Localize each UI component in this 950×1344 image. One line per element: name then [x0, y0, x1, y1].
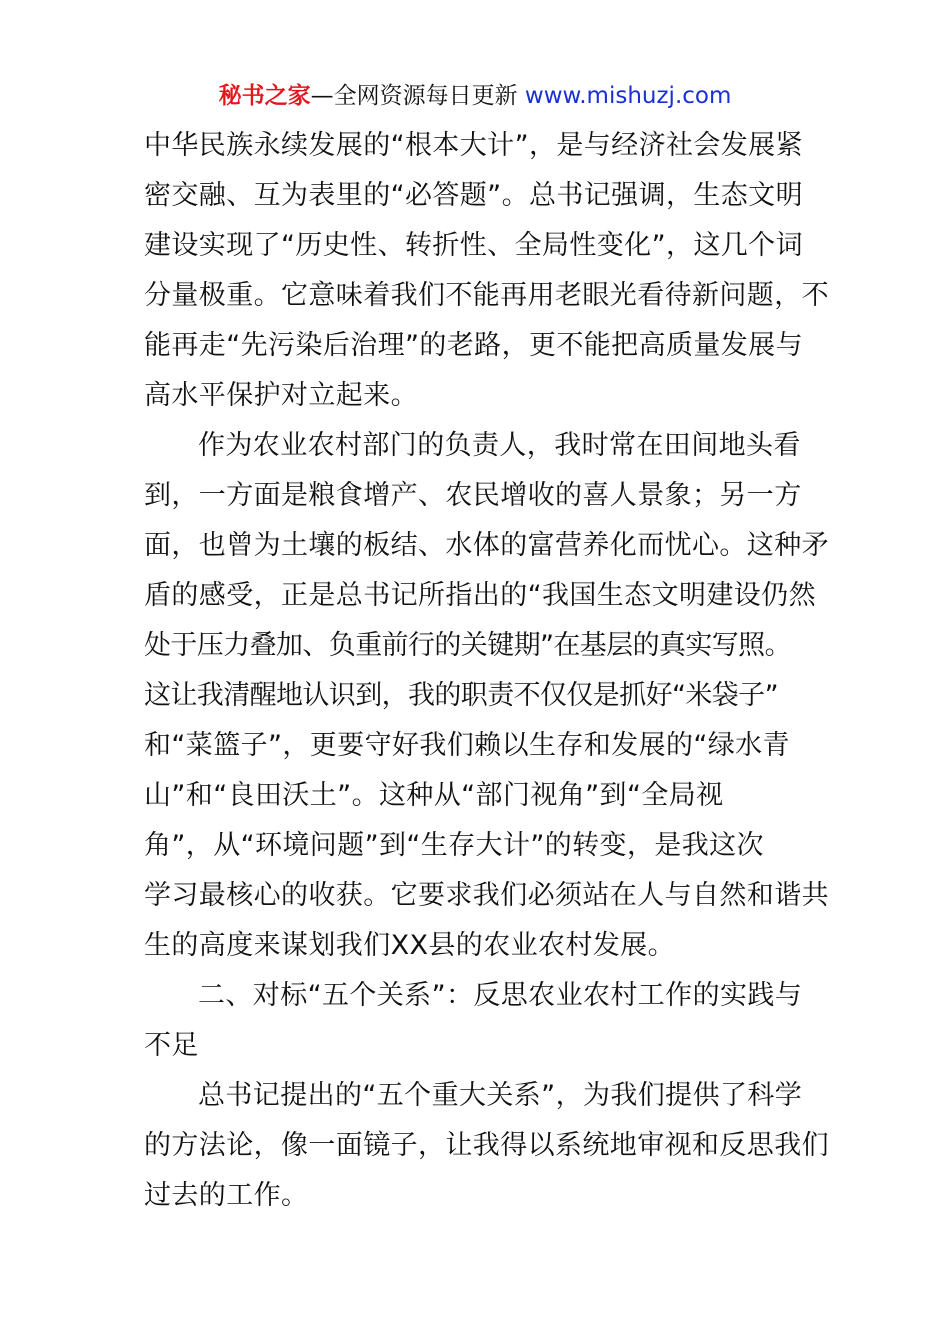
text-line: 面，也曾为土壤的板结、水体的富营养化而忧心。这种矛 [144, 530, 829, 561]
text-line: 学习最核心的收获。它要求我们必须站在人与自然和谐共 [144, 880, 829, 911]
section-heading: 二、对标“五个关系”：反思农业农村工作的实践与 [198, 980, 803, 1011]
text-line: 分量极重。它意味着我们不能再用老眼光看待新问题，不 [144, 280, 829, 311]
site-header [0, 80, 950, 112]
text-line: 的方法论，像一面镜子，让我得以系统地审视和反思我们 [144, 1130, 829, 1161]
text-line: 山”和“良田沃土”。这种从“部门视角”到“全局视 [144, 780, 724, 811]
text-line: 到，一方面是粮食增产、农民增收的喜人景象；另一方 [144, 480, 802, 511]
text-line: 这让我清醒地认识到，我的职责不仅仅是抓好“米袋子” [144, 680, 778, 711]
text-line: 生的高度来谋划我们XX县的农业农村发展。 [144, 930, 675, 961]
site-slogan: —全网资源每日更新 [310, 83, 518, 109]
text-line: 密交融、互为表里的“必答题”。总书记强调，生态文明 [144, 180, 803, 211]
site-url-link[interactable]: www.mishuzj.com [524, 83, 732, 109]
text-line: 盾的感受，正是总书记所指出的“我国生态文明建设仍然 [144, 580, 816, 611]
text-line: 高水平保护对立起来。 [144, 380, 418, 411]
text-line: 中华民族永续发展的“根本大计”，是与经济社会发展紧 [144, 130, 803, 161]
site-brand: 秘书之家 [218, 83, 311, 109]
section-heading-continued: 不足 [144, 1030, 199, 1061]
text-line: 处于压力叠加、负重前行的关键期”在基层的真实写照。 [144, 630, 791, 661]
paragraph-start-line: 总书记提出的“五个重大关系”，为我们提供了科学 [198, 1080, 803, 1111]
text-line: 过去的工作。 [144, 1180, 309, 1211]
document-body [144, 121, 829, 1221]
text-line: 和“菜篮子”，更要守好我们赖以生存和发展的“绿水青 [144, 730, 790, 761]
paragraph-start-line: 作为农业农村部门的负责人，我时常在田间地头看 [198, 430, 801, 461]
text-line: 建设实现了“历史性、转折性、全局性变化”，这几个词 [144, 230, 803, 261]
text-line: 角”，从“环境问题”到“生存大计”的转变，是我这次 [144, 830, 764, 861]
text-line: 能再走“先污染后治理”的老路，更不能把高质量发展与 [144, 330, 803, 361]
